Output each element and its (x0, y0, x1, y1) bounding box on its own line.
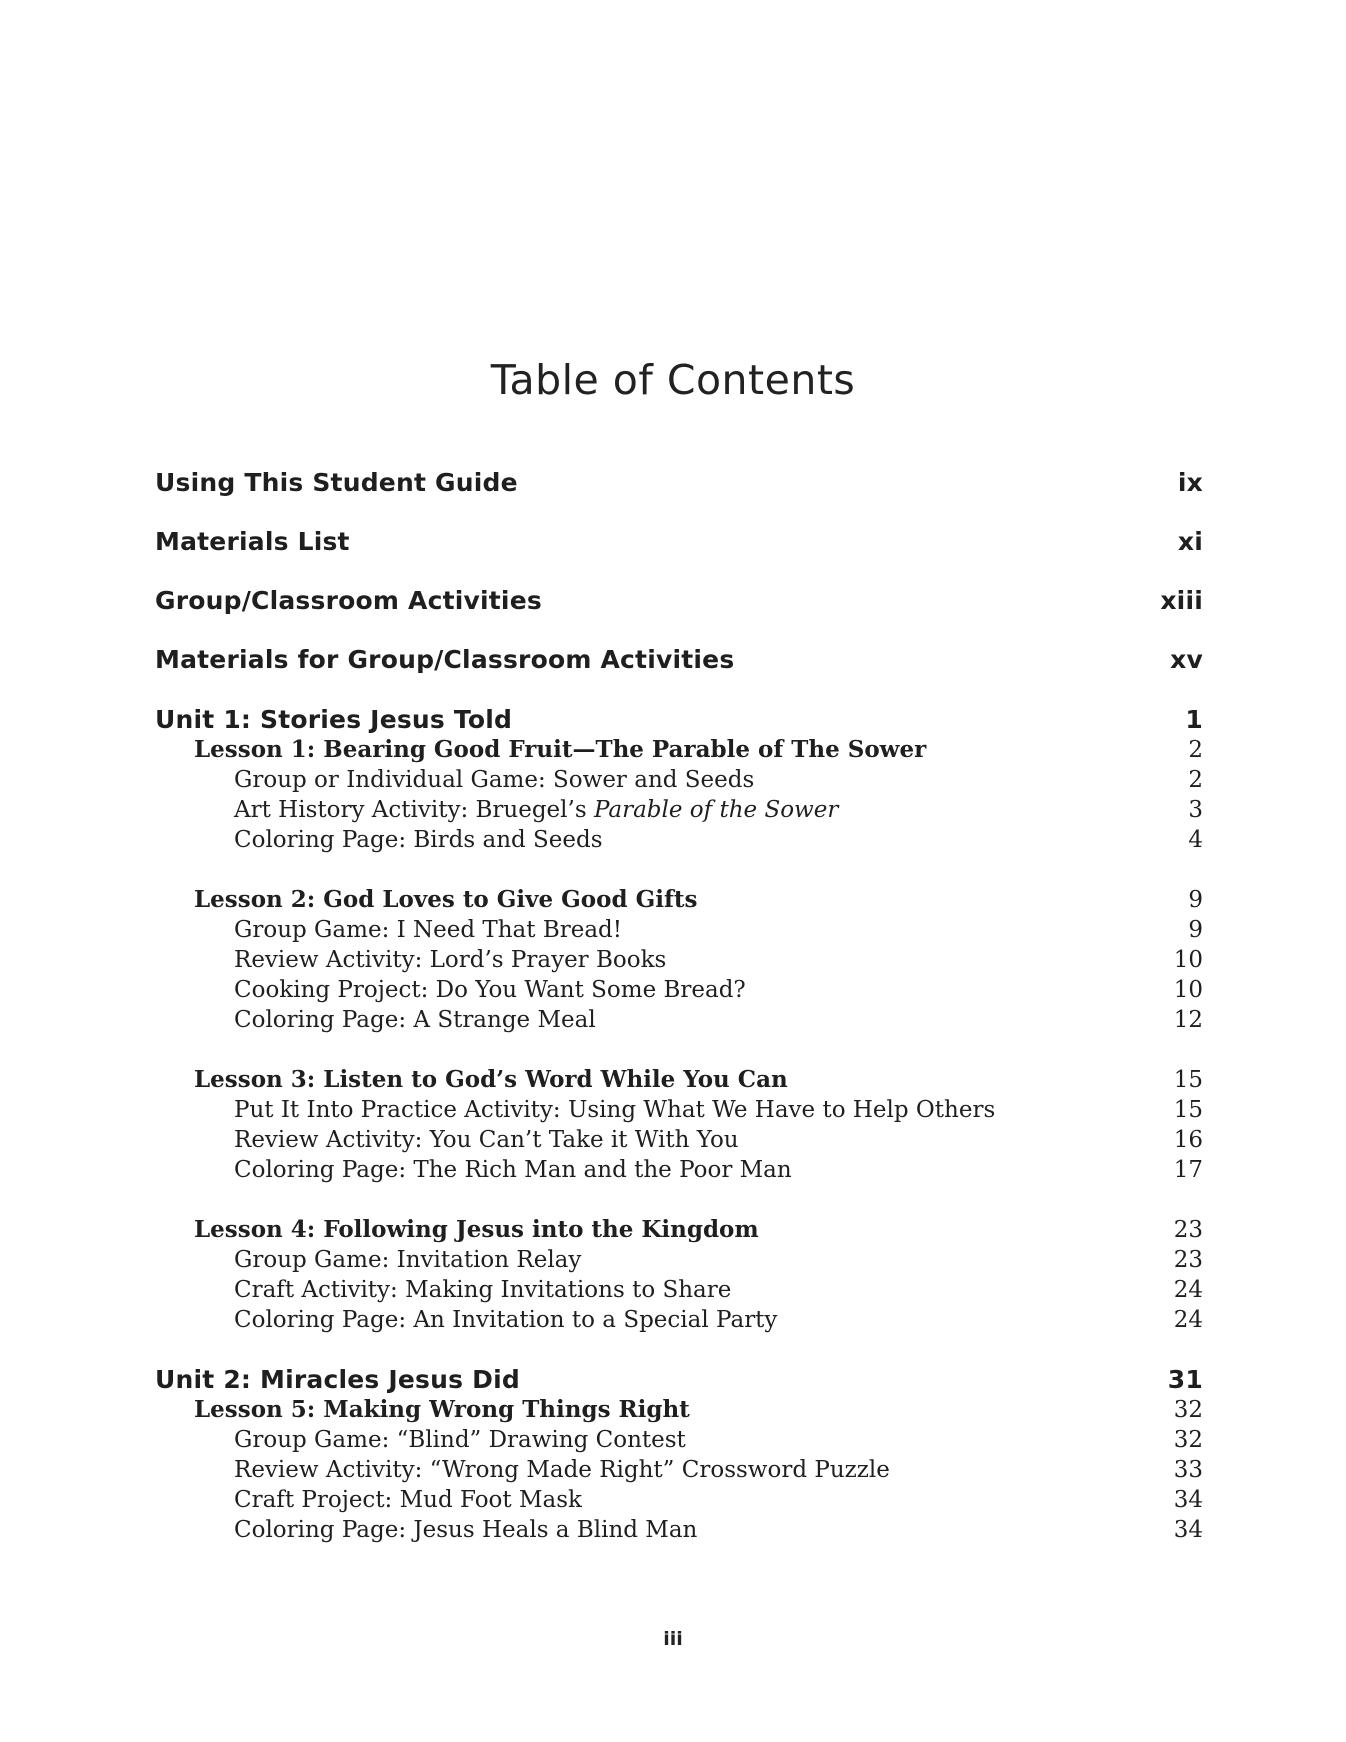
toc-activity-item[interactable] (155, 945, 1203, 975)
toc-activity-label: Coloring Page: A Strange Meal (234, 1007, 596, 1033)
toc-activity-label: Craft Activity: Making Invitations to Share (234, 1277, 732, 1303)
toc-lesson-label: Lesson 4: Following Jesus into the Kingdom (194, 1216, 759, 1243)
toc-activity-page: 23 (1173, 1247, 1203, 1273)
toc-entry-page: ix (1177, 468, 1203, 497)
toc-activity-label: Coloring Page: The Rich Man and the Poor Man (234, 1157, 792, 1183)
lesson-5-block (155, 1395, 1203, 1545)
toc-entry-label: Materials for Group/Classroom Activities (155, 645, 735, 674)
toc-activity-label: Group Game: I Need That Bread! (234, 917, 623, 943)
toc-activity-page: 34 (1173, 1487, 1203, 1513)
toc-lesson-label: Lesson 1: Bearing Good Fruit—The Parable of The Sower (194, 736, 927, 763)
toc-lesson-heading[interactable] (155, 1215, 1203, 1245)
toc-activity-page: 4 (1188, 827, 1203, 853)
toc-activity-item[interactable] (155, 1245, 1203, 1275)
toc-activity-page: 24 (1173, 1307, 1203, 1333)
toc-activity-item[interactable] (155, 795, 1203, 825)
toc-lesson-label: Lesson 3: Listen to God’s Word While You Can (194, 1066, 788, 1093)
toc-activity-item[interactable] (155, 1455, 1203, 1485)
toc-activity-page: 32 (1173, 1427, 1203, 1453)
toc-activity-item[interactable] (155, 1155, 1203, 1185)
toc-activity-item[interactable] (155, 1125, 1203, 1155)
toc-activity-page: 34 (1173, 1517, 1203, 1543)
toc-activity-page: 10 (1173, 947, 1203, 973)
toc-activity-label: Group Game: Invitation Relay (234, 1247, 582, 1273)
toc-entry-front-matter[interactable] (155, 468, 1203, 498)
toc-activity-label: Coloring Page: Jesus Heals a Blind Man (234, 1517, 698, 1543)
toc-lesson-heading[interactable] (155, 735, 1203, 765)
toc-activity-item[interactable] (155, 825, 1203, 855)
toc-lesson-page: 23 (1173, 1217, 1203, 1243)
toc-activity-page: 9 (1188, 917, 1203, 943)
toc-unit-heading[interactable] (155, 705, 1203, 735)
toc-entry-label: Group/Classroom Activities (155, 586, 542, 615)
toc-entry-label: Using This Student Guide (155, 468, 518, 497)
toc-entry-front-matter[interactable] (155, 527, 1203, 557)
toc-entry-front-matter[interactable] (155, 645, 1203, 675)
lesson-3-block (155, 1065, 1203, 1185)
toc-activity-page: 3 (1188, 797, 1203, 823)
toc-activity-page: 15 (1173, 1097, 1203, 1123)
unit-2-section (155, 1365, 1203, 1545)
toc-activity-page: 2 (1188, 767, 1203, 793)
toc-activity-label: Group Game: “Blind” Drawing Contest (234, 1427, 686, 1453)
toc-activity-label: Coloring Page: An Invitation to a Special Party (234, 1307, 778, 1333)
toc-entry-front-matter[interactable] (155, 586, 1203, 616)
toc-activity-item[interactable] (155, 1095, 1203, 1125)
toc-activity-item[interactable] (155, 765, 1203, 795)
toc-lesson-heading[interactable] (155, 1065, 1203, 1095)
toc-activity-label (234, 795, 838, 825)
toc-entry-label: Materials List (155, 527, 350, 556)
toc-activity-page: 10 (1173, 977, 1203, 1003)
toc-activity-page: 16 (1173, 1127, 1203, 1153)
toc-lesson-heading[interactable] (155, 885, 1203, 915)
toc-unit-label: Unit 2: Miracles Jesus Did (155, 1365, 520, 1394)
toc-unit-page: 31 (1167, 1365, 1203, 1394)
toc-activity-label: Put It Into Practice Activity: Using What We Have to Help Others (234, 1097, 996, 1123)
table-of-contents (155, 468, 1203, 1575)
lesson-2-block (155, 885, 1203, 1035)
toc-lesson-page: 9 (1188, 887, 1203, 913)
toc-activity-label: Craft Project: Mud Foot Mask (234, 1487, 582, 1513)
toc-activity-label: Coloring Page: Birds and Seeds (234, 827, 603, 853)
toc-lesson-page: 32 (1173, 1397, 1203, 1423)
toc-entry-page: xv (1170, 645, 1203, 674)
lesson-1-block (155, 735, 1203, 855)
toc-entry-page: xiii (1160, 586, 1203, 615)
toc-activity-label: Review Activity: You Can’t Take it With You (234, 1127, 739, 1153)
toc-activity-page: 24 (1173, 1277, 1203, 1303)
toc-unit-page: 1 (1185, 705, 1203, 734)
toc-activity-item[interactable] (155, 1425, 1203, 1455)
toc-lesson-label: Lesson 5: Making Wrong Things Right (194, 1396, 690, 1423)
toc-lesson-page: 2 (1188, 737, 1203, 763)
toc-activity-label: Review Activity: “Wrong Made Right” Crossword Puzzle (234, 1457, 890, 1483)
toc-activity-item[interactable] (155, 1515, 1203, 1545)
toc-activity-label-text: Art History Activity: Bruegel’s (234, 797, 594, 823)
page-title: Table of Contents (490, 356, 856, 404)
toc-activity-label: Group or Individual Game: Sower and Seeds (234, 767, 755, 793)
toc-lesson-label: Lesson 2: God Loves to Give Good Gifts (194, 886, 698, 913)
lesson-4-block (155, 1215, 1203, 1335)
toc-activity-item[interactable] (155, 975, 1203, 1005)
toc-lesson-heading[interactable] (155, 1395, 1203, 1425)
toc-activity-item[interactable] (155, 1305, 1203, 1335)
toc-activity-label: Review Activity: Lord’s Prayer Books (234, 947, 667, 973)
toc-unit-label: Unit 1: Stories Jesus Told (155, 705, 513, 734)
toc-activity-item[interactable] (155, 1275, 1203, 1305)
toc-activity-item[interactable] (155, 1005, 1203, 1035)
unit-1-section (155, 705, 1203, 1335)
toc-entry-page: xi (1177, 527, 1203, 556)
toc-activity-item[interactable] (155, 1485, 1203, 1515)
toc-activity-page: 12 (1173, 1007, 1203, 1033)
toc-activity-item[interactable] (155, 915, 1203, 945)
toc-activity-label-italic: Parable of the Sower (593, 797, 839, 823)
page-number: iii (663, 1628, 683, 1650)
toc-activity-label: Cooking Project: Do You Want Some Bread? (234, 977, 746, 1003)
toc-lesson-page: 15 (1173, 1067, 1203, 1093)
toc-activity-page: 17 (1173, 1157, 1203, 1183)
toc-activity-page: 33 (1173, 1457, 1203, 1483)
toc-unit-heading[interactable] (155, 1365, 1203, 1395)
